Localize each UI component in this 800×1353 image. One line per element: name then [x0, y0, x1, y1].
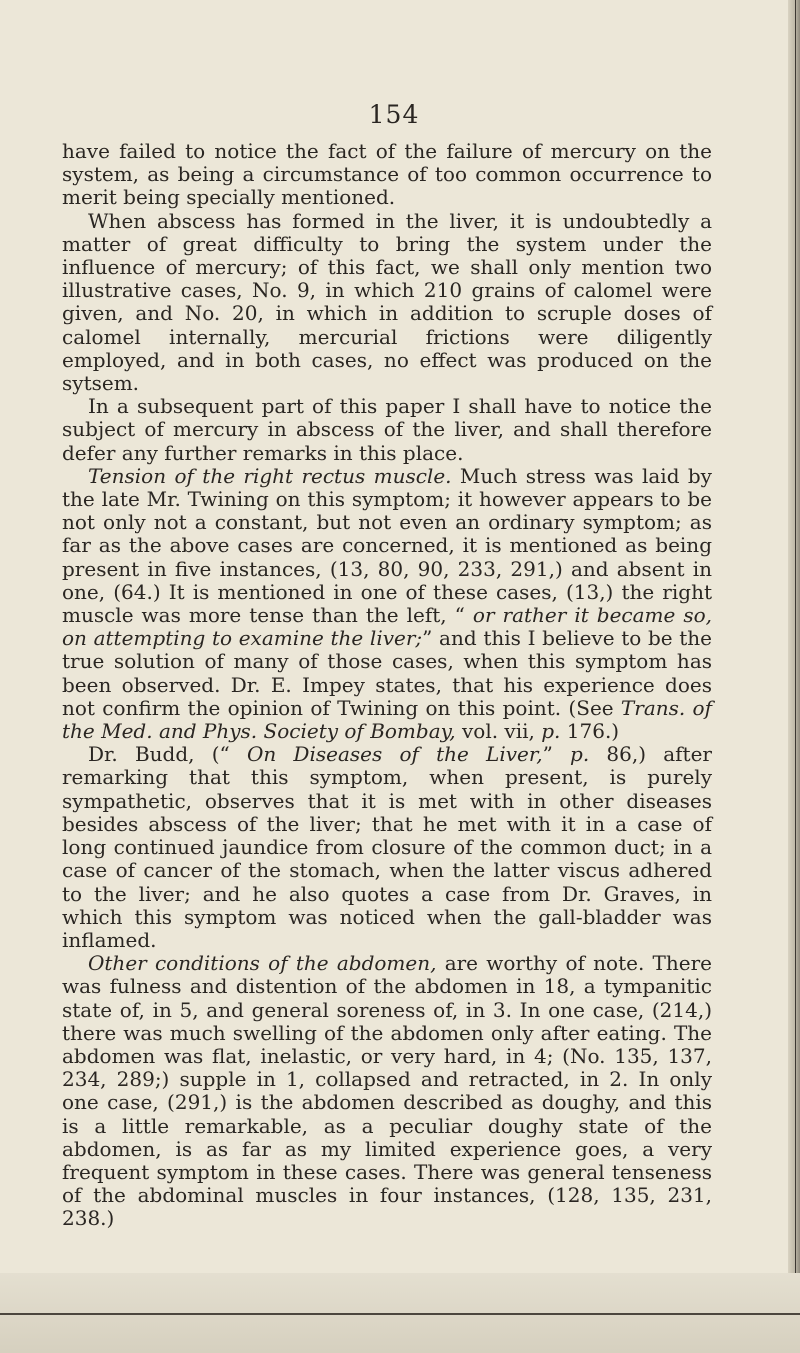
text-run: Much stress was laid by the late Mr. Twining on this symptom; it however appears to be not only not a constant, but not even an ordinary symptom; as far as the above cases are concerned, it is mentioned as being present in five instances, (13, 80, 90, 233, 291,) and absent in one, (64.) It is mentioned in one of these cases, (13,) the right muscle was more tense than the left, “ — [62, 463, 712, 628]
text-run: ” and this I believe to be the true solution of many of those cases, when this symptom has been observed. Dr. E. Impey states, that his experience does not confirm the opinion of Twining on this point. (See — [62, 626, 713, 720]
text-run: ” — [542, 742, 571, 767]
italic-text: p. — [541, 719, 561, 744]
text-run: have failed to notice the fact of the failure of mercury on the system, as being a circumstance of too common occurrence to merit being specially mentioned. — [62, 139, 712, 210]
text-run: 86,) after remarking that this symptom, when present, is purely sympathetic, observes that it is met with in other diseases besides abscess of the liver; that he met with it in a case of long continued jaundice from closure of the common duct; in a case of cancer of the stomach, when the latter viscus adhered to the liver; and he also quotes a case from Dr. Graves, in which this symptom was noticed when the gall-bladder was inflamed. — [62, 742, 712, 952]
page-bottom-edge — [0, 1273, 800, 1353]
paragraph — [62, 210, 712, 396]
italic-text: On Diseases of the Liver, — [246, 742, 543, 767]
text-run: When abscess has formed in the liver, it is undoubtedly a matter of great difficulty to bring the system under the influence of mercury; of this fact, we shall only mention two illustrative cases, No. 9, in which 210 grains of calomel were given, and No. 20, in which in addition to scruple doses of calomel internally, mercurial frictions were diligently employed, and in both cases, no effect was produced on the sytsem. — [62, 208, 712, 396]
paragraph — [62, 395, 712, 465]
text-run: In a subsequent part of this paper I shall have to notice the subject of mercury in abscess of the liver, and shall therefore defer any further remarks in this place. — [62, 394, 712, 465]
paragraph — [62, 952, 712, 1230]
italic-text: Trans. of the Med. and Phys. Society of Bombay, — [62, 695, 712, 744]
body-text — [62, 140, 712, 1231]
italic-text: Tension of the right rectus muscle. — [88, 463, 452, 488]
paragraph — [62, 465, 712, 743]
italic-text: or rather it became so, on attempting to examine the liver; — [62, 603, 712, 651]
italic-text: p. — [570, 742, 590, 767]
page-number: 154 — [368, 100, 420, 129]
italic-text: Other conditions of the abdomen, — [88, 951, 437, 976]
text-run: are worthy of note. There was fulness and distention of the abdomen in 18, a tympanitic state of, in 5, and general soreness of, in 3. In one case, (214,) there was much swelling of the abdomen only after eating. The abdomen was flat, inelastic, or very hard, in 4; (No. 135, 137, 234, 289;) supple in 1, collapsed and retracted, in 2. In only one case, (291,) is the abdomen described as doughy, and this is a little remarkable, as a peculiar doughy state of the abdomen, is as far as my limited experience goes, a very frequent symptom in these cases. There was general tenseness of the abdominal muscles in four instances, (128, 135, 231, 238.) — [62, 951, 712, 1231]
paragraph — [62, 140, 712, 210]
text-run: Dr. Budd, (“ — [88, 742, 247, 767]
text-run: vol. vii, — [455, 719, 542, 744]
page-edge — [788, 0, 800, 1353]
text-run: 176.) — [560, 719, 620, 744]
paragraph — [62, 743, 712, 952]
